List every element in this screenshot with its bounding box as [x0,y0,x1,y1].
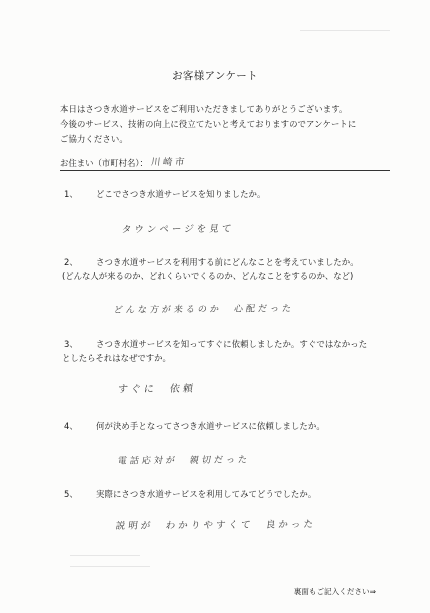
answer-handwritten: 説明が わかりやすくて 良かった [114,519,317,532]
question-number: 2、 [64,257,78,267]
address-value-handwritten: 川崎市 [150,157,188,168]
show-through-line [70,555,140,556]
intro-line: 本日はさつき水道サービスをご利用いただきましてありがとうございます。 [60,104,348,114]
question-text: さつき水道サービスを知ってすぐに依頼しましたか。すぐではなかった [96,339,368,349]
answer-handwritten: タウンページを見て [121,223,235,236]
intro-line: 今後のサービス、技術の向上に役立てたいと考えておりますのでアンケートに [60,119,357,129]
survey-title: お客様アンケート [172,70,258,82]
address-underline [60,170,390,171]
answer-handwritten: どんな方が来るのか 心配だった [113,304,295,316]
question-number: 4、 [64,421,78,431]
answer-handwritten: すぐに 依頼 [116,383,197,396]
intro-line: ご協力ください。 [60,134,128,144]
show-through-line [300,30,390,31]
answer-handwritten: 電話応対が 親切だった [117,455,251,467]
question-text: 実際にさつき水道サービスを利用してみてどうでしたか。 [96,489,317,499]
question-number: 1、 [64,189,78,199]
show-through-line [70,566,150,567]
question-subtext: (どんな人が来るのか、どれくらいでくるのか、どんなことをするのか、など) [62,271,354,281]
question-text: どこでさつき水道サービスを知りましたか。 [96,189,266,199]
question-subtext: としたらそれはなぜですか。 [62,353,171,363]
question-number: 5、 [64,489,78,499]
question-text: さつき水道サービスを利用する前にどんなことを考えていましたか。 [96,257,359,267]
address-label: お住まい（市町村名）： [60,158,148,168]
footer-note: 裏面もご記入ください⇒ [293,587,376,596]
question-text: 何が決め手となってさつき水道サービスに依頼しましたか。 [96,421,325,431]
question-number: 3、 [64,339,78,349]
